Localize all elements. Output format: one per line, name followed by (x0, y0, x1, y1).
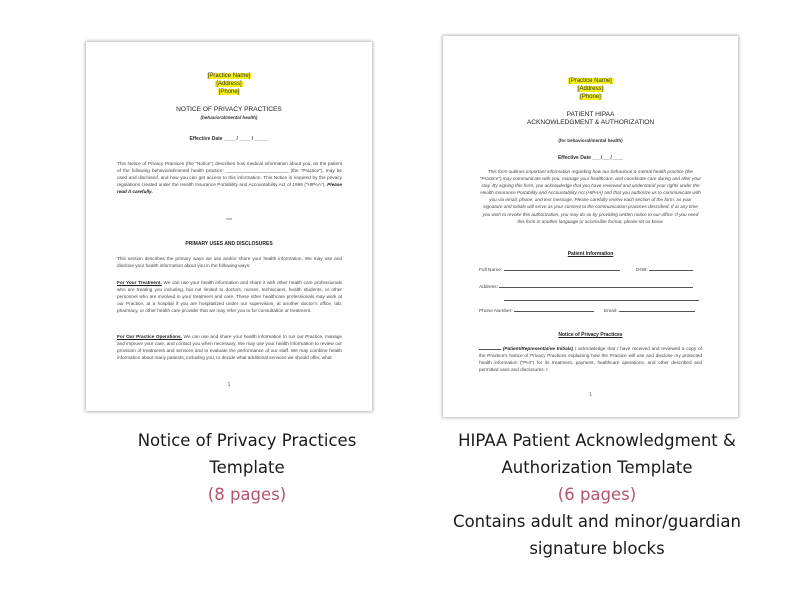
notice-section-title: Notice of Privacy Practices (558, 332, 623, 338)
right-caption-title-line2: Authorization Template (501, 458, 693, 477)
document-title: NOTICE OF PRIVACY PRACTICES (176, 106, 282, 113)
right-caption-page-count: (6 pages) (557, 485, 637, 504)
address-field: Address: (479, 283, 693, 290)
section-paragraph: This section describes the primary ways we use and/or share your health information. We may use and disclose your health information about you in the following ways: (117, 256, 342, 269)
dob-field: DOB: (636, 266, 693, 273)
patient-information-title: Patient Information (567, 251, 614, 257)
intro-paragraph: This form outlines important information regarding how our behavioral & mental health practice (the “Practice”) may communicate with you, manage your healthcare, and coordinate care during and after your stay. By signing this form, you acknowledge that you have reviewed and understand your rights under the Health Insurance Portability and Accountability Act (HIPAA) and that you authorize us to communicate with you via email, phone, and text message. Please carefully review each section of the form, as your signature and initials will serve as your consent to the communication practices described. If at any time you wish to revoke this authorization, you may do so by providing written notice to our office. If you need this form in another language or accessible format, please let us know. (479, 169, 702, 224)
treatment-paragraph: For Your Treatment. We can use your health information and share it with other health care professionals who are treating you including, but not limited to doctors, nurses, technicians, health students, or other personnel who are involved in your treatment and care. These other healthcare professionals may work at our Practice, at a hospital if you are hospitalized under our supervision, at another doctor’s office, lab, pharmacy, or other health care provider that we may refer you to for consultation or treatment. (117, 280, 342, 314)
address-line-2 (504, 296, 699, 303)
section-title: PRIMARY USES AND DISCLOSURES (185, 241, 273, 247)
document-subtitle: (for behavioral/mental health) (558, 138, 623, 143)
left-caption-title-line1: Notice of Privacy Practices (137, 431, 357, 450)
right-caption (412, 427, 782, 562)
practice-name-placeholder: [Practice Name] (569, 78, 612, 84)
page-number: 1 (589, 392, 592, 398)
left-caption-page-count: (8 pages) (207, 485, 287, 504)
phone-placeholder: [Phone] (580, 94, 601, 100)
practice-name-placeholder: [Practice Name] (207, 73, 251, 79)
left-caption-title-line2: Template (209, 458, 285, 477)
email-field: Email: (604, 307, 695, 314)
separator: *** (226, 218, 232, 224)
operations-paragraph: For Our Practice Operations. We can use and share your health information to run our Practice, manage and improve your care, and contact you when necessary. We may use your health information to review our provision of treatments and services and to evaluate the performance of our staff. We may combine health information about many patients, including you, to decide what additional services we should offer, what (117, 334, 342, 361)
notice-of-privacy-practices-preview (86, 42, 372, 411)
page-number: 1 (227, 382, 231, 388)
document-title-line2: ACKNOWLEDGMENT & AUTHORIZATION (526, 119, 655, 126)
address-placeholder: [Address] (216, 81, 242, 87)
right-caption-extra-line2: signature blocks (529, 539, 665, 558)
effective-date: Effective Date ___/___/____ (557, 155, 624, 161)
right-caption-title-line1: HIPAA Patient Acknowledgment & (458, 431, 736, 450)
effective-date: Effective Date ____ / ____ / _____ (189, 136, 269, 142)
phone-placeholder: [Phone] (218, 89, 240, 95)
acknowledgment-paragraph: (Patient/Representative Initials) I acknowledge that I have received and reviewed a copy of the Practice’s Notice of Privacy Practices explaining how the Practice will use and disclose my protected health information (“PHI”) for its treatment, payment, healthcare operations, and other described and permitted uses and disclosures. I (479, 346, 702, 373)
document-subtitle: (behavioral/mental health) (200, 115, 258, 120)
document-title-line1: PATIENT HIPAA (566, 111, 615, 118)
phone-number-field: Phone Number: (479, 307, 594, 314)
address-placeholder: [Address] (577, 86, 604, 92)
full-name-field: Full Name: (479, 266, 620, 273)
left-caption (62, 427, 432, 508)
right-caption-extra-line1: Contains adult and minor/guardian (453, 512, 741, 531)
hipaa-acknowledgment-preview (443, 36, 738, 417)
intro-paragraph: This Notice of Privacy Practices (the “Notice”) describes how medical information about you, as the patient of the following behavioral/mental health practice: ________________________ (the “Practice”), may be used and disclosed, and how you can get access to this information. This Notice is required by the privacy regulations created under the Health Insurance Portability and Accountability Act of 1996 (“HIPAA”). Please read it carefully. (117, 161, 342, 195)
